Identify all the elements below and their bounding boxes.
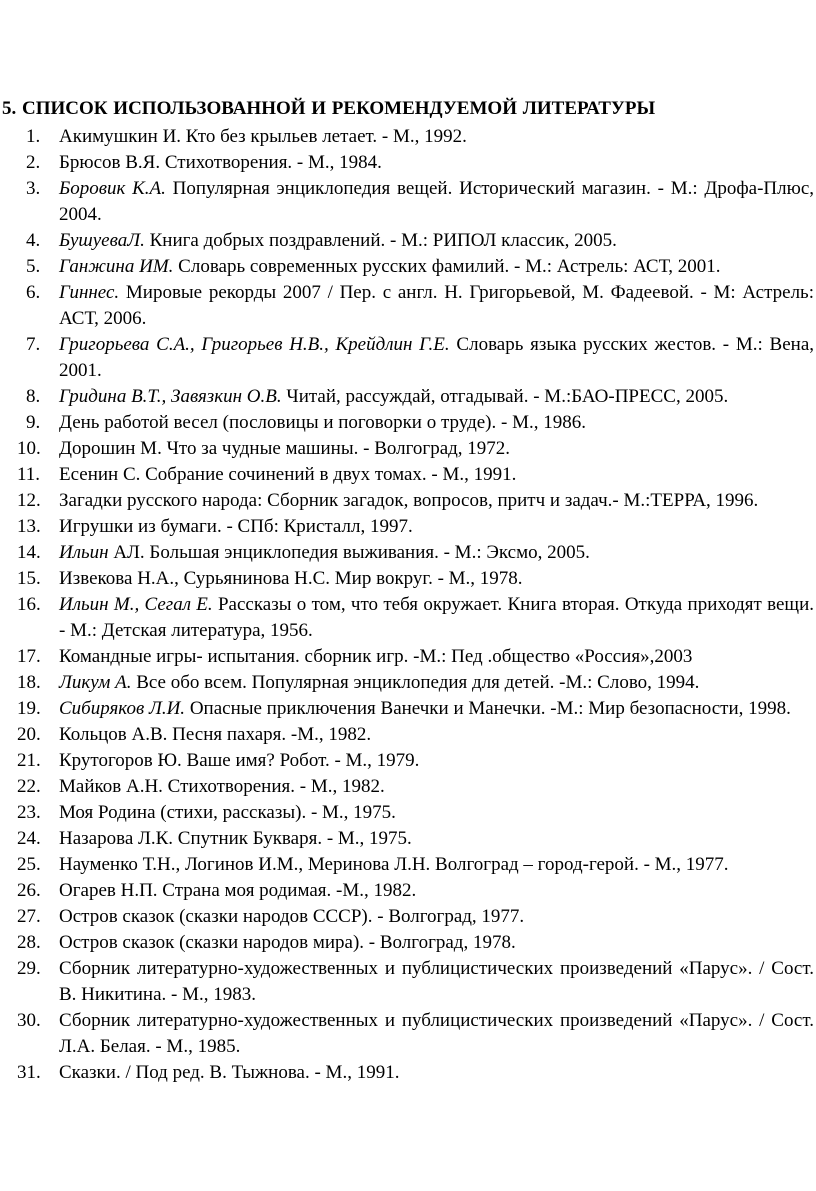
reference-item <box>0 904 816 930</box>
reference-number: 8. <box>26 386 41 407</box>
reference-number: 15. <box>17 568 41 589</box>
reference-number: 2. <box>26 152 41 173</box>
reference-item <box>0 488 816 514</box>
reference-number: 13. <box>17 516 41 537</box>
reference-text: Остров сказок (сказки народов СССР). - Волгоград, 1977. <box>59 906 525 927</box>
reference-number: 3. <box>26 178 41 199</box>
reference-number: 12. <box>17 490 41 511</box>
reference-item <box>0 878 816 904</box>
reference-number: 5. <box>26 256 41 277</box>
reference-author: Григорьева С.А., Григорьев Н.В., Крейдлин Г.Е. <box>59 334 450 355</box>
reference-number: 4. <box>26 230 41 251</box>
reference-text: Сборник литературно-художественных и публицистических произведений «Парус». / Сост. Л.А. Белая. - М., 1985. <box>59 1010 814 1057</box>
reference-text: Мировые рекорды 2007 / Пер. с англ. Н. Григорьевой, М. Фадеевой. - М: Астрель: АСТ, 2006. <box>59 282 814 329</box>
reference-text: Извекова Н.А., Сурьянинова Н.С. Мир вокруг. - М., 1978. <box>59 568 523 589</box>
reference-item <box>0 956 816 1008</box>
reference-item <box>0 254 816 280</box>
reference-author: Сибиряков Л.И. <box>59 698 186 719</box>
reference-text: АЛ. Большая энциклопедия выживания. - М.: Эксмо, 2005. <box>108 542 590 563</box>
reference-item <box>0 124 816 150</box>
reference-author: Ильин <box>59 542 109 563</box>
reference-item <box>0 514 816 540</box>
reference-number: 14. <box>17 542 41 563</box>
reference-number: 16. <box>17 594 41 615</box>
reference-text: Брюсов В.Я. Стихотворения. - М., 1984. <box>59 152 382 173</box>
reference-item <box>0 410 816 436</box>
reference-text: Словарь современных русских фамилий. - М.: Астрель: АСТ, 2001. <box>173 256 721 277</box>
reference-text: Майков А.Н. Стихотворения. - М., 1982. <box>59 776 385 797</box>
reference-text: Сказки. / Под ред. В. Тыжнова. - М., 1991. <box>59 1062 400 1083</box>
reference-item <box>0 696 816 722</box>
reference-number: 29. <box>17 958 41 979</box>
reference-item <box>0 670 816 696</box>
reference-author: Гиннес. <box>59 282 120 303</box>
reference-text: Сборник литературно-художественных и публицистических произведений «Парус». / Сост. В. Никитина. - М., 1983. <box>59 958 814 1005</box>
reference-item <box>0 644 816 670</box>
reference-item <box>0 228 816 254</box>
reference-item <box>0 722 816 748</box>
reference-number: 6. <box>26 282 41 303</box>
reference-item <box>0 150 816 176</box>
reference-text: Популярная энциклопедия вещей. Исторический магазин. - М.: Дрофа-Плюс, 2004. <box>59 178 814 225</box>
reference-item <box>0 1008 816 1060</box>
reference-item <box>0 826 816 852</box>
reference-number: 20. <box>17 724 41 745</box>
reference-number: 9. <box>26 412 41 433</box>
reference-item <box>0 540 816 566</box>
reference-number: 11. <box>17 464 41 485</box>
reference-author: Ильин М., Сегал Е. <box>59 594 213 615</box>
reference-text: Игрушки из бумаги. - СПб: Кристалл, 1997. <box>59 516 413 537</box>
reference-item <box>0 384 816 410</box>
reference-number: 25. <box>17 854 41 875</box>
reference-item <box>0 436 816 462</box>
reference-text: Крутогоров Ю. Ваше имя? Робот. - М., 1979. <box>59 750 420 771</box>
reference-list <box>0 124 816 1086</box>
reference-text: Командные игры- испытания. сборник игр. -М.: Пед .общество «Россия»,2003 <box>59 646 693 667</box>
reference-number: 7. <box>26 334 41 355</box>
section-heading: 5. СПИСОК ИСПОЛЬЗОВАННОЙ И РЕКОМЕНДУЕМОЙ ЛИТЕРАТУРЫ <box>2 98 656 119</box>
reference-number: 28. <box>17 932 41 953</box>
reference-text: Есенин С. Собрание сочинений в двух томах. - М., 1991. <box>59 464 517 485</box>
reference-item <box>0 566 816 592</box>
reference-number: 30. <box>17 1010 41 1031</box>
reference-text: Науменко Т.Н., Логинов И.М., Меринова Л.Н. Волгоград – город-герой. - М., 1977. <box>59 854 729 875</box>
reference-number: 27. <box>17 906 41 927</box>
reference-item <box>0 774 816 800</box>
reference-text: День работой весел (пословицы и поговорки о труде). - М., 1986. <box>59 412 586 433</box>
reference-text: Книга добрых поздравлений. - М.: РИПОЛ классик, 2005. <box>144 230 617 251</box>
reference-author: Ганжина ИМ. <box>59 256 174 277</box>
reference-text: Опасные приключения Ванечки и Манечки. -М.: Мир безопасности, 1998. <box>185 698 791 719</box>
reference-number: 1. <box>26 126 41 147</box>
reference-item <box>0 280 816 332</box>
reference-item <box>0 1060 816 1086</box>
reference-number: 17. <box>17 646 41 667</box>
reference-number: 24. <box>17 828 41 849</box>
reference-number: 23. <box>17 802 41 823</box>
reference-item <box>0 332 816 384</box>
document-page <box>0 96 816 1086</box>
reference-author: Ликум А. <box>59 672 132 693</box>
reference-text: Все обо всем. Популярная энциклопедия для детей. -М.: Слово, 1994. <box>131 672 700 693</box>
reference-text: Акимушкин И. Кто без крыльев летает. - М., 1992. <box>59 126 467 147</box>
reference-number: 19. <box>17 698 41 719</box>
reference-item <box>0 462 816 488</box>
reference-author: Боровик К.А. <box>59 178 166 199</box>
reference-text: Моя Родина (стихи, рассказы). - М., 1975. <box>59 802 396 823</box>
reference-number: 26. <box>17 880 41 901</box>
reference-number: 18. <box>17 672 41 693</box>
reference-text: Огарев Н.П. Страна моя родимая. -М., 1982. <box>59 880 417 901</box>
reference-number: 22. <box>17 776 41 797</box>
reference-item <box>0 592 816 644</box>
reference-item <box>0 748 816 774</box>
reference-item <box>0 176 816 228</box>
reference-number: 21. <box>17 750 41 771</box>
reference-number: 31. <box>17 1062 41 1083</box>
reference-text: Загадки русского народа: Сборник загадок, вопросов, притч и задач.- М.:ТЕРРА, 1996. <box>59 490 759 511</box>
reference-author: Гридина В.Т., Завязкин О.В. <box>59 386 282 407</box>
reference-item <box>0 930 816 956</box>
reference-text: Словарь языка русских жестов. - М.: Вена, 2001. <box>59 334 815 381</box>
reference-text: Дорошин М. Что за чудные машины. - Волгоград, 1972. <box>59 438 511 459</box>
reference-item <box>0 852 816 878</box>
reference-author: БушуеваЛ. <box>59 230 145 251</box>
reference-number: 10. <box>17 438 41 459</box>
reference-item <box>0 800 816 826</box>
reference-text: Назарова Л.К. Спутник Букваря. - М., 1975. <box>59 828 412 849</box>
reference-text: Рассказы о том, что тебя окружает. Книга вторая. Откуда приходят вещи. - М.: Детская литература, 1956. <box>59 594 814 641</box>
reference-text: Кольцов А.В. Песня пахаря. -М., 1982. <box>59 724 372 745</box>
reference-text: Читай, рассуждай, отгадывай. - М.:БАО-ПРЕСС, 2005. <box>281 386 729 407</box>
reference-text: Остров сказок (сказки народов мира). - Волгоград, 1978. <box>59 932 516 953</box>
